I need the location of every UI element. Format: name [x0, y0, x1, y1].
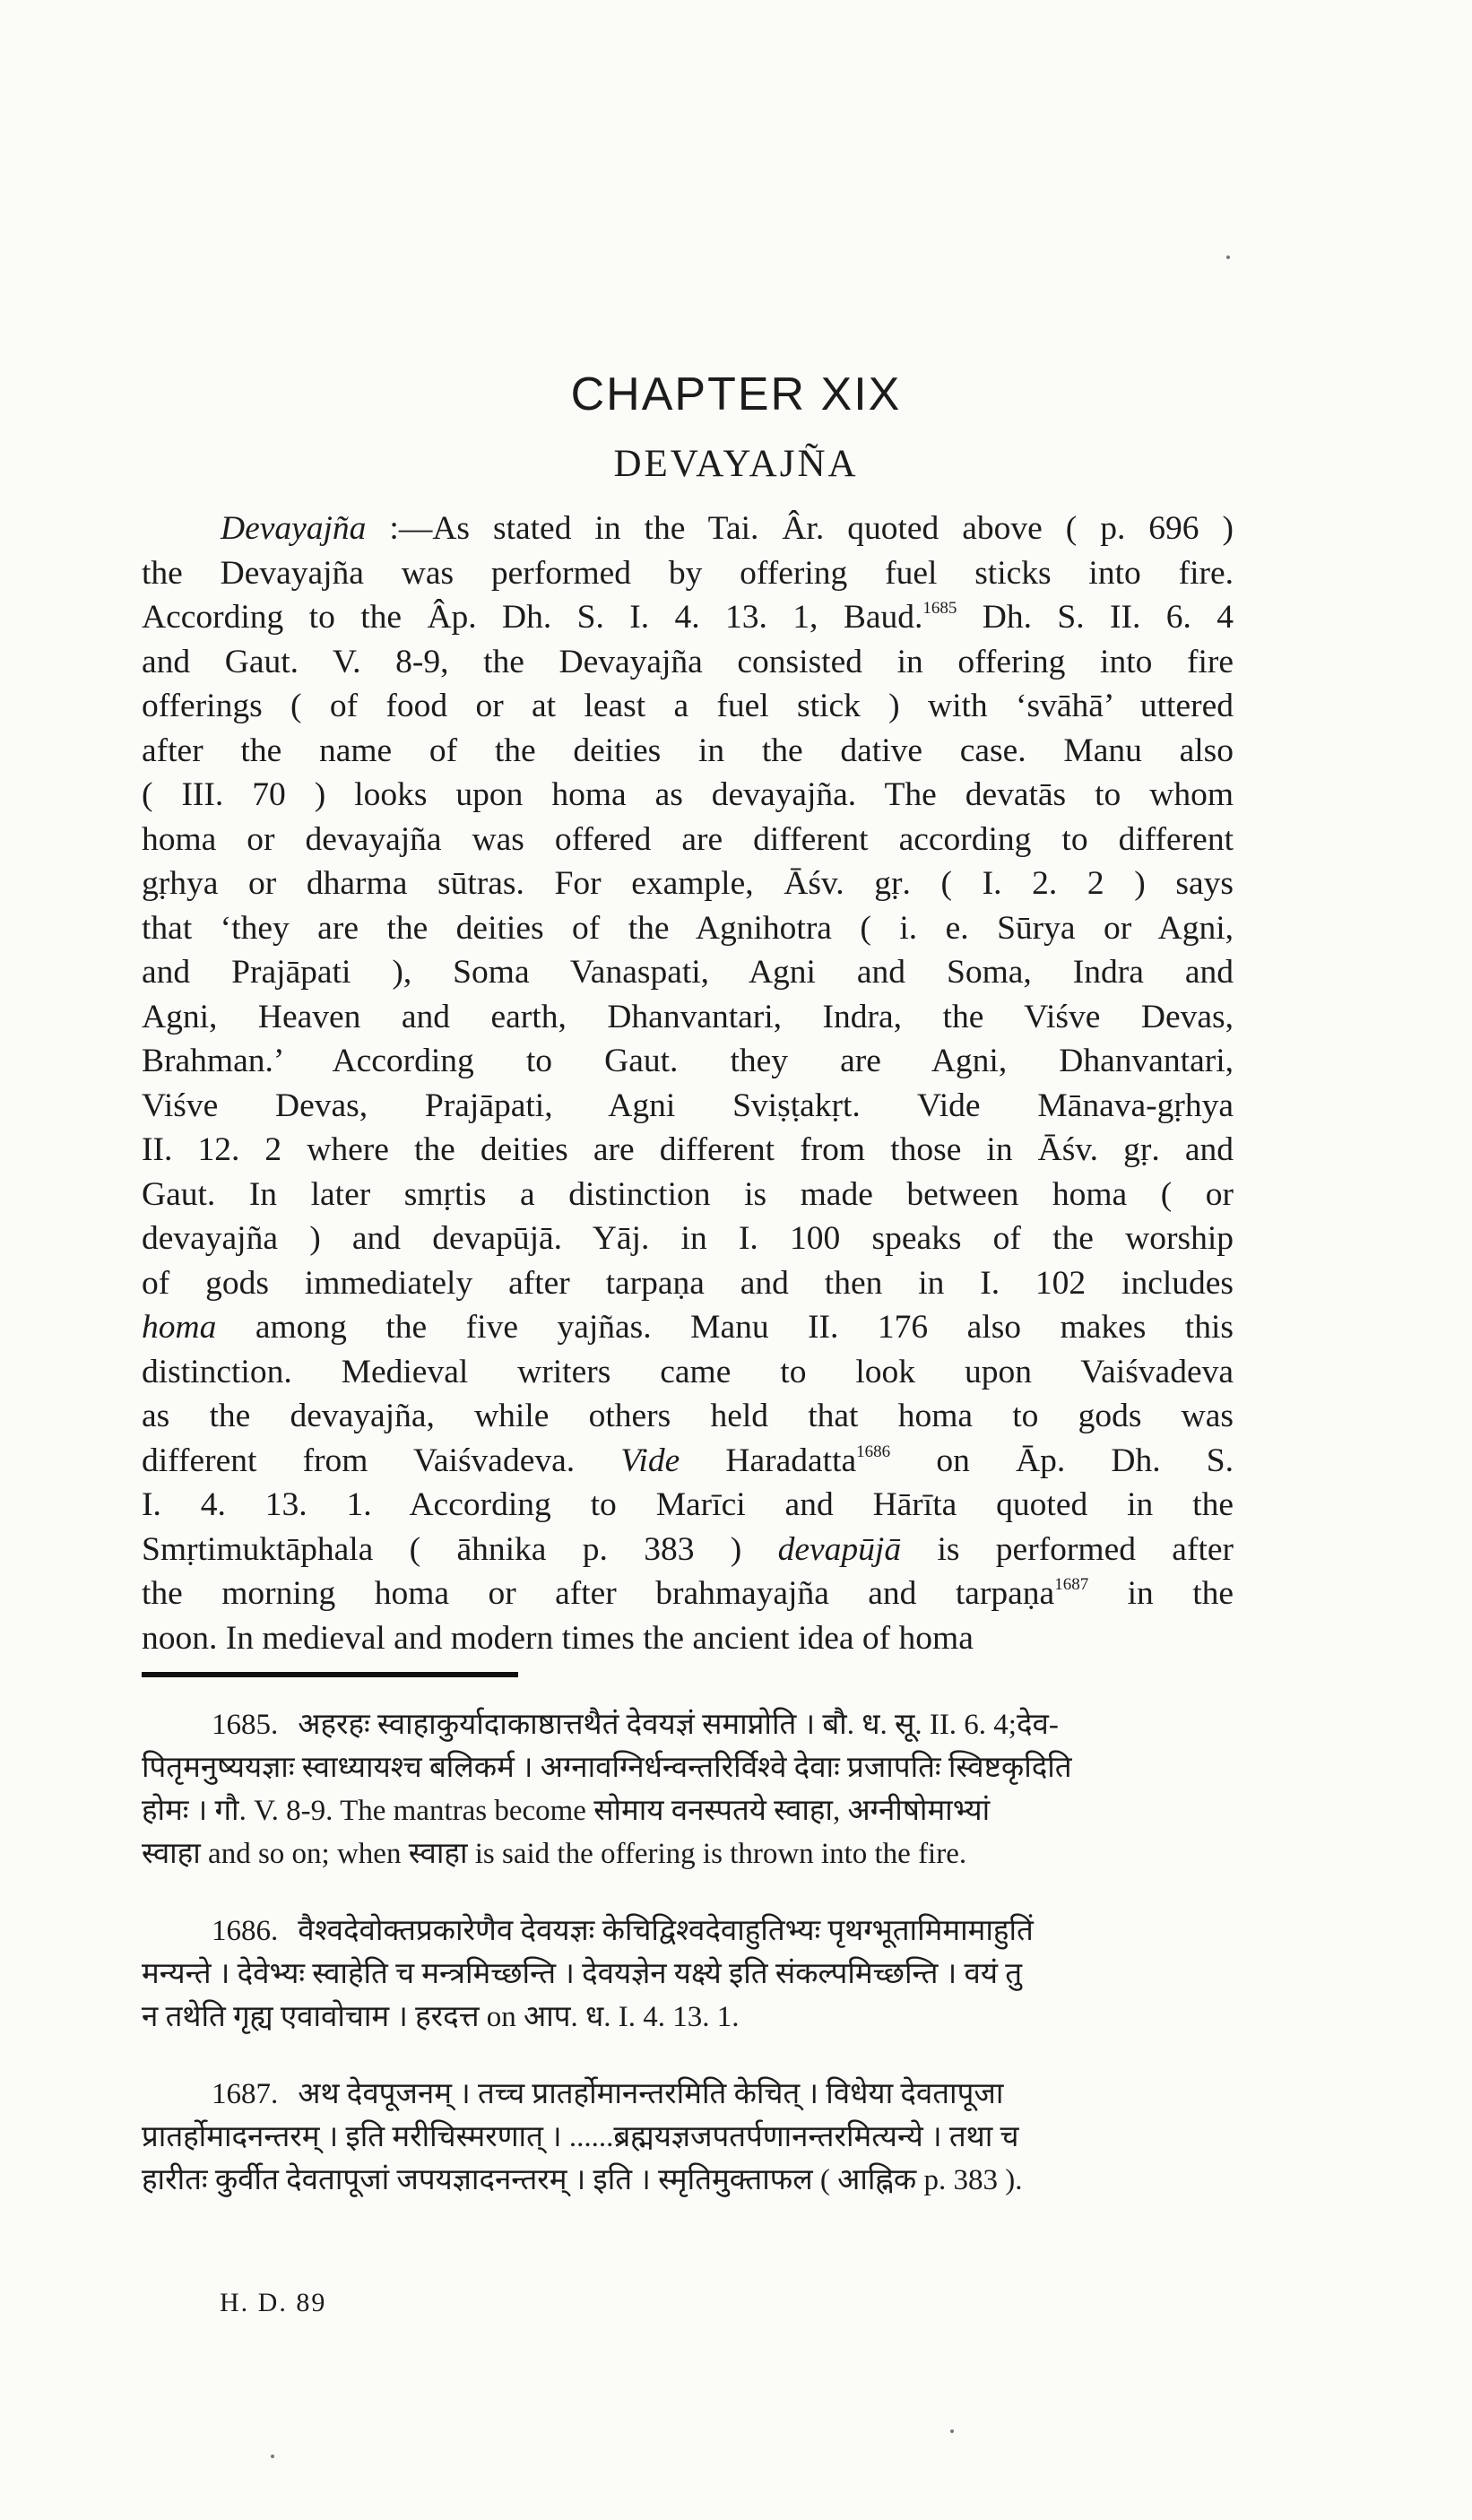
footnote-text: अथ देवपूजनम् । तच्च प्रातर्होमानन्तरमिति केचित् । विधेया देवतापूजा	[298, 2078, 1004, 2110]
text-line	[142, 862, 1234, 906]
line-text: as the devayajña, while others held that homa to gods was	[142, 1398, 1234, 1434]
footnote-divider	[142, 1672, 518, 1677]
footnote-line	[142, 1996, 1234, 2039]
footnote	[142, 1909, 1234, 2039]
line-text: According to the Âp. Dh. S. I. 4. 13. 1, Baud.	[142, 599, 923, 636]
line-text: ( III. 70 ) looks upon homa as devayajña. The devatās to whom	[142, 776, 1234, 813]
text-line	[142, 1483, 1234, 1528]
text-line	[142, 1217, 1234, 1261]
text-line	[142, 595, 1234, 640]
chapter-subtitle: DEVAYAJÑA	[613, 443, 859, 485]
footnote-line	[142, 1789, 1234, 1832]
text-line	[142, 1439, 1234, 1484]
footnote-text: पितृमनुष्ययज्ञाः स्वाध्यायश्च बलिकर्म । अग्नावग्निर्धन्वन्तरिर्विश्वे देवाः प्रजापतिः स्विष्टकृदिति	[142, 1752, 1072, 1784]
footnote-line	[142, 1746, 1234, 1789]
line-text: of gods immediately after tarpaṇa and then in I. 102 includes	[142, 1264, 1234, 1302]
line-text: the Devayajña was performed by offering fuel sticks into fire.	[142, 554, 1234, 592]
text-line	[142, 1394, 1234, 1439]
line-text: different from Vaiśvadeva.	[142, 1442, 621, 1479]
line-text: Agni, Heaven and earth, Dhanvantari, Indra, the Viśve Devas,	[142, 998, 1234, 1035]
line-text: and Prajāpati ), Soma Vanaspati, Agni and Soma, Indra and	[142, 954, 1234, 991]
italic-term: devapūjā	[777, 1530, 902, 1568]
footnote-line	[142, 1703, 1234, 1746]
footnotes	[142, 1703, 1234, 2236]
text-line	[142, 1528, 1234, 1572]
footnote-text: प्रातर्होमादनन्तरम् । इति मरीचिस्मरणात् । ......ब्रह्मयज्ञजपतर्पणानन्तरमित्यन्ये । तथा च	[142, 2121, 1019, 2153]
line-text: Smṛtimuktāphala ( āhnika p. 383 )	[142, 1530, 778, 1568]
text-line	[142, 773, 1234, 818]
line-text: in the	[1088, 1575, 1234, 1612]
footnote-text: स्वाहा and so on; when स्वाहा is said the offering is thrown into the fire.	[142, 1838, 967, 1870]
line-text: is performed after	[901, 1530, 1234, 1568]
text-line	[142, 1128, 1234, 1173]
text-line	[142, 1305, 1234, 1350]
line-text: Haradatta	[680, 1442, 857, 1479]
paper-speck	[950, 2429, 954, 2433]
text-line	[142, 995, 1234, 1040]
footnote-ref: 1686	[856, 1442, 891, 1461]
italic-term: Vide	[620, 1442, 680, 1479]
text-line	[142, 1084, 1234, 1129]
footnote-text: न तथेति गृह्य एवावोचाम । हरदत्त on आप. ध. I. 4. 13. 1.	[142, 2001, 740, 2033]
footnote-text: अहरहः स्वाहाकुर्यादाकाष्ठात्तथैतं देवयज्ञं समाप्नोति । बौ. ध. सू. II. 6. 4;देव-	[298, 1709, 1059, 1741]
line-text: Gaut. In later smṛtis a distinction is made between homa ( or	[142, 1175, 1234, 1213]
line-text: homa or devayajña was offered are different according to different	[142, 820, 1234, 858]
footnote-number: 1685.	[212, 1709, 279, 1741]
footnote-ref: 1687	[1054, 1575, 1089, 1594]
paper-speck	[1226, 255, 1230, 259]
line-text: among the five yajñas. Manu II. 176 also makes this	[216, 1309, 1234, 1346]
text-line	[142, 684, 1234, 729]
text-line	[142, 1572, 1234, 1616]
line-text: :—As stated in the Tai. Âr. quoted above ( p. 696 )	[366, 510, 1234, 547]
footnote-line	[142, 1909, 1234, 1953]
line-text: offerings ( of food or at least a fuel stick ) with ‘svāhā’ uttered	[142, 688, 1234, 724]
footnote-text: होमः । गौ. V. 8-9. The mantras become सोमाय वनस्पतये स्वाहा, अग्नीषोमाभ्यां	[142, 1795, 991, 1827]
line-text: gṛhya or dharma sūtras. For example, Āśv. gṛ. ( I. 2. 2 ) says	[142, 865, 1234, 902]
line-text: Dh. S. II. 6. 4	[957, 599, 1234, 636]
line-text: distinction. Medieval writers came to look upon Vaiśvadeva	[142, 1353, 1234, 1390]
footnote-line	[142, 1953, 1234, 1996]
footnote-ref: 1685	[922, 599, 957, 618]
footnote-line	[142, 2159, 1234, 2202]
line-text: devayajña ) and devapūjā. Yāj. in I. 100 speaks of the worship	[142, 1220, 1234, 1257]
text-line	[142, 1173, 1234, 1217]
footnote-line	[142, 2116, 1234, 2159]
text-line	[142, 551, 1234, 596]
paper-speck	[271, 2455, 274, 2458]
folio-signature: H. D. 89	[220, 2288, 327, 2317]
line-text: I. 4. 13. 1. According to Marīci and Hārīta quoted in the	[142, 1486, 1234, 1523]
text-line	[142, 1261, 1234, 1306]
text-line	[142, 1039, 1234, 1084]
footnote-number: 1686.	[212, 1915, 279, 1947]
text-line	[142, 1616, 1234, 1661]
body-paragraph	[142, 507, 1234, 1660]
italic-term: homa	[142, 1309, 217, 1346]
line-text: on Āp. Dh. S.	[890, 1442, 1234, 1479]
line-text: Viśve Devas, Prajāpati, Agni Sviṣṭakṛt. Vide Mānava-gṛhya	[142, 1087, 1234, 1124]
line-text: Brahman.’ According to Gaut. they are Agni, Dhanvantari,	[142, 1043, 1234, 1079]
chapter-title: CHAPTER XIX	[570, 368, 902, 420]
footnote-number: 1687.	[212, 2078, 279, 2110]
text-line	[142, 1350, 1234, 1395]
footnote-text: मन्यन्ते । देवेभ्यः स्वाहेति च मन्त्रमिच्छन्ति । देवयज्ञेन यक्ष्ये इति संकल्पमिच्छन्ति । वयं तु	[142, 1958, 1023, 1990]
footnote-text: वैश्वदेवोक्तप्रकारेणैव देवयज्ञः केचिद्विश्वदेवाहुतिभ्यः पृथग्भूतामिमामाहुतिं	[298, 1915, 1034, 1947]
footnote	[142, 2073, 1234, 2202]
text-line	[142, 507, 1234, 551]
footnote-text: हारीतः कुर्वीत देवतापूजां जपयज्ञादनन्तरम् । इति । स्मृतिमुक्ताफल ( आह्निक p. 383 ).	[142, 2164, 1023, 2196]
italic-term: Devayajña	[221, 510, 367, 547]
line-text: after the name of the deities in the dative case. Manu also	[142, 732, 1234, 769]
line-text: noon. In medieval and modern times the ancient idea of homa	[142, 1619, 974, 1657]
text-line	[142, 906, 1234, 951]
text-line	[142, 640, 1234, 685]
line-text: that ‘they are the deities of the Agnihotra ( i. e. Sūrya or Agni,	[142, 909, 1234, 947]
line-text: and Gaut. V. 8-9, the Devayajña consisted in offering into fire	[142, 643, 1234, 680]
footnote-line	[142, 2073, 1234, 2116]
footnote-line	[142, 1832, 1234, 1875]
text-line	[142, 818, 1234, 862]
line-text: the morning homa or after brahmayajña and tarpaṇa	[142, 1575, 1055, 1612]
footnote	[142, 1703, 1234, 1875]
text-line	[142, 950, 1234, 995]
line-text: II. 12. 2 where the deities are different from those in Āśv. gṛ. and	[142, 1131, 1234, 1168]
text-line	[142, 729, 1234, 774]
